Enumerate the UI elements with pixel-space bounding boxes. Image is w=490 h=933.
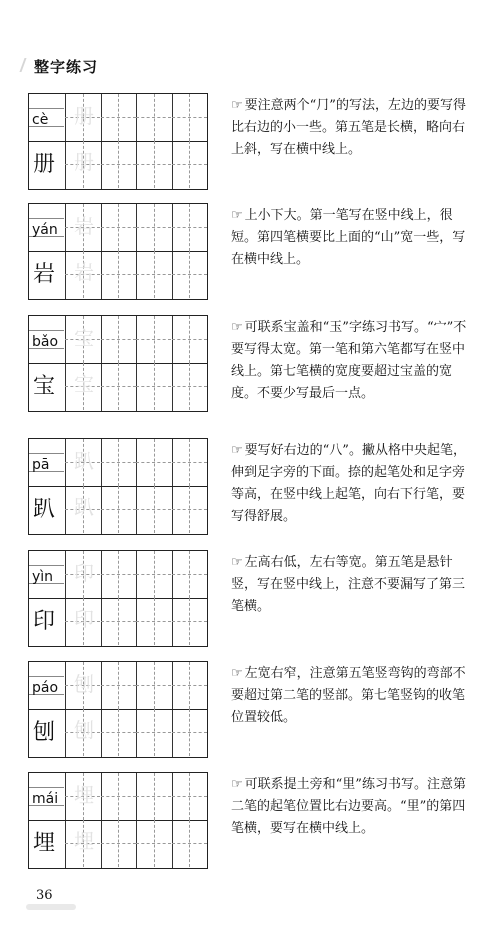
pointing-hand-icon: ☞ (231, 320, 243, 335)
guide-line (118, 709, 119, 756)
guide-line (189, 141, 190, 188)
guide-line (189, 94, 190, 141)
pinyin-guide-line (29, 218, 64, 219)
pinyin-guide-line (29, 453, 64, 454)
guide-line (118, 662, 119, 709)
writing-tip (231, 95, 471, 161)
guide-line (118, 316, 119, 363)
model-character: 印 (33, 609, 56, 634)
page-number: 36 (36, 888, 53, 903)
guide-line (154, 551, 155, 598)
pinyin-label: bǎo (32, 334, 59, 350)
guide-line (154, 773, 155, 820)
writing-grid (28, 661, 208, 758)
trace-character: 宝 (74, 372, 94, 396)
page-title: 整字练习 (34, 58, 99, 76)
model-character: 岩 (33, 262, 56, 287)
writing-grid (28, 315, 208, 412)
trace-character: 岩 (74, 260, 94, 284)
guide-line (118, 598, 119, 645)
guide-line (118, 204, 119, 251)
trace-character: 趴 (74, 495, 94, 519)
tip-text: 上小下大。第一笔写在竖中线上，很短。第四笔横要比上面的“山”宽一些，写在横中线上。 (231, 208, 466, 267)
guide-line (118, 773, 119, 820)
guide-line (189, 316, 190, 363)
tip-text: 可联系宝盖和“玉”字练习书写。“宀”不要写得太宽。第一笔和第六笔都写在竖中线上。第七笔横的宽度要超过宝盖的宽度。不要少写最后一点。 (231, 320, 467, 401)
guide-line (189, 551, 190, 598)
guide-line (118, 251, 119, 298)
guide-line (154, 363, 155, 410)
guide-line (154, 141, 155, 188)
writing-tip (231, 440, 471, 528)
writing-tip (231, 317, 471, 405)
trace-character: 印 (74, 561, 94, 585)
pointing-hand-icon: ☞ (231, 98, 243, 113)
pinyin-label: páo (32, 680, 59, 696)
model-character: 刨 (33, 720, 56, 745)
pointing-hand-icon: ☞ (231, 443, 243, 458)
trace-character: 岩 (74, 214, 94, 238)
tip-text: 可联系提土旁和“里”练习书写。注意第二笔的起笔位置比右边要高。“里”的第四笔横，要写在横中线上。 (231, 777, 466, 836)
guide-line (189, 773, 190, 820)
guide-line (154, 709, 155, 756)
title-decoration (19, 58, 34, 72)
guide-line (118, 486, 119, 533)
guide-line (189, 486, 190, 533)
trace-character: 埋 (74, 783, 94, 807)
guide-line (118, 363, 119, 410)
tip-text: 要写好右边的“八”。撇从格中央起笔，伸到足字旁的下面。捺的起笔处和足字旁等高，在竖中线上起笔，向右下行笔，要写得舒展。 (231, 443, 466, 524)
pinyin-guide-line (29, 676, 64, 677)
guide-line (189, 820, 190, 867)
guide-line (118, 94, 119, 141)
model-character: 宝 (33, 374, 56, 399)
trace-character: 册 (74, 104, 94, 128)
guide-line (154, 94, 155, 141)
guide-line (118, 820, 119, 867)
pinyin-label: cè (32, 112, 49, 128)
trace-character: 刨 (74, 672, 94, 696)
pointing-hand-icon: ☞ (231, 777, 243, 792)
model-character: 埋 (33, 831, 56, 856)
guide-line (154, 251, 155, 298)
model-character: 册 (33, 152, 56, 177)
guide-line (118, 141, 119, 188)
tip-text: 要注意两个“⺆”的写法，左边的要写得比右边的小一些。第五笔是长横，略向右上斜，写在横中线上。 (231, 98, 466, 157)
trace-character: 印 (74, 607, 94, 631)
guide-line (189, 598, 190, 645)
pinyin-label: pā (32, 457, 50, 473)
pinyin-label: yán (32, 222, 58, 238)
writing-grid (28, 550, 208, 647)
guide-line (189, 251, 190, 298)
pointing-hand-icon: ☞ (231, 208, 243, 223)
guide-line (154, 316, 155, 363)
page-number-decoration (26, 904, 76, 910)
guide-line (154, 598, 155, 645)
model-character: 趴 (33, 497, 56, 522)
tip-text: 左宽右窄，注意第五笔竖弯钩的弯部不要超过第二笔的竖部。第七笔竖钩的收笔位置较低。 (231, 666, 466, 725)
pointing-hand-icon: ☞ (231, 555, 243, 570)
pinyin-guide-line (29, 108, 64, 109)
guide-line (154, 662, 155, 709)
guide-line (154, 439, 155, 486)
trace-character: 宝 (74, 326, 94, 350)
guide-line (118, 439, 119, 486)
guide-line (154, 820, 155, 867)
pointing-hand-icon: ☞ (231, 666, 243, 681)
pinyin-guide-line (29, 330, 64, 331)
writing-grid (28, 203, 208, 300)
tip-text: 左高右低，左右等宽。第五笔是悬针竖，写在竖中线上，注意不要漏写了第三笔横。 (231, 555, 466, 614)
writing-grid (28, 438, 208, 535)
pinyin-label: yìn (32, 569, 54, 585)
guide-line (189, 363, 190, 410)
writing-tip (231, 663, 471, 729)
trace-character: 埋 (74, 829, 94, 853)
guide-line (118, 551, 119, 598)
guide-line (189, 204, 190, 251)
writing-tip (231, 205, 471, 271)
guide-line (154, 204, 155, 251)
pinyin-label: mái (32, 791, 59, 807)
pinyin-guide-line (29, 787, 64, 788)
trace-character: 趴 (74, 449, 94, 473)
trace-character: 刨 (74, 718, 94, 742)
guide-line (154, 486, 155, 533)
writing-grid (28, 93, 208, 190)
writing-tip (231, 774, 471, 840)
pinyin-guide-line (29, 565, 64, 566)
trace-character: 册 (74, 150, 94, 174)
guide-line (189, 662, 190, 709)
guide-line (189, 439, 190, 486)
writing-tip (231, 552, 471, 618)
guide-line (189, 709, 190, 756)
writing-grid (28, 772, 208, 869)
